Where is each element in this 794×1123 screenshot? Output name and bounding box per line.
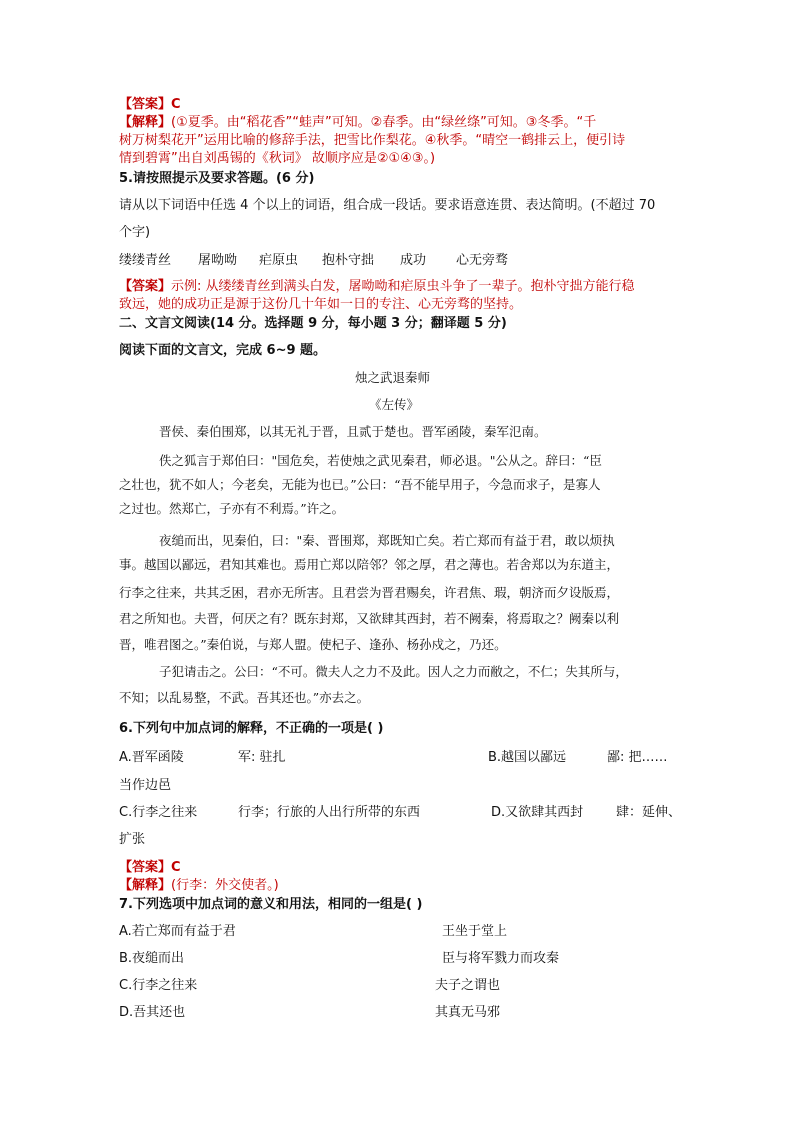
answer-label: 【答案】: [119, 860, 172, 875]
q6-title: 6.下列句中加点词的解释，不正确的一项是( ): [119, 721, 384, 736]
passage-line: 不知；以乱易整，不武。吾其还也。”亦去之。: [119, 690, 370, 705]
q6-option-d: D.又欲肆其西封: [491, 805, 584, 820]
passage-line: 之过也。然郑亡，子亦有不利焉。”许之。: [119, 501, 345, 516]
q6-option-b: B.越国以鄙远: [488, 750, 567, 765]
q4-explanation-line-3: 情到碧霄”出自刘禹锡的《秋词》 故顺序应是②①④③。): [119, 151, 436, 166]
q6-option-c: C.行李之往来: [119, 805, 198, 820]
q7-option-a-compare: 王坐于堂上: [442, 924, 508, 939]
q5-word-2: 屠呦呦: [198, 253, 238, 268]
q5-word-1: 缕缕青丝: [119, 253, 172, 268]
q7-option-c: C.行李之往来: [119, 978, 198, 993]
q6-option-a-explanation: 军: 驻扎: [238, 750, 286, 765]
q7-option-b-compare: 臣与将军戮力而攻秦: [442, 951, 560, 966]
q7-title: 7.下列选项中加点词的意义和用法，相同的一组是( ): [119, 897, 423, 912]
q6-option-b-explanation: 鄙: 把……: [607, 750, 668, 765]
passage-paragraph: 晋侯、秦伯围郑，以其无礼于晋，且贰于楚也。晋军函陵，秦军氾南。: [159, 424, 547, 439]
q6-explanation: 【解释】(行李：外交使者。): [119, 878, 279, 893]
q5-word-5: 成功: [400, 253, 427, 268]
explanation-label: 【解释】: [119, 878, 172, 893]
section2-title: 二、文言文阅读(14 分。选择题 9 分，每小题 3 分；翻译题 5 分): [119, 316, 507, 331]
q7-option-a: A.若亡郑而有益于君: [119, 924, 236, 939]
section2-instruction: 阅读下面的文言文，完成 6~9 题。: [119, 343, 327, 358]
passage-line: 晋，唯君图之。”秦伯说，与郑人盟。使杞子、逢孙、杨孙戍之，乃还。: [119, 637, 507, 652]
q5-word-6: 心无旁骛: [456, 253, 509, 268]
q6-option-d-explanation: 肆：延伸、: [616, 805, 682, 820]
explanation-label: 【解释】: [119, 115, 172, 130]
q7-option-b: B.夜缒而出: [119, 951, 185, 966]
q6-answer: [119, 861, 181, 874]
answer-value: C: [171, 97, 181, 112]
passage-line: 事。越国以鄙远，君知其难也。焉用亡郑以陪邻？邻之厚，君之薄也。若舍郑以为东道主，: [119, 557, 620, 572]
q7-option-d-compare: 其真无马邪: [435, 1005, 501, 1020]
answer-label: 【答案】: [119, 97, 172, 112]
q5-answer-line-1: 【答案】示例: 从缕缕青丝到满头白发，屠呦呦和疟原虫斗争了一辈子。抱朴守拙方能行稳: [119, 279, 635, 294]
q6-option-c-explanation: 行李；行旅的人出行所带的东西: [238, 805, 421, 820]
answer-value: C: [171, 860, 181, 875]
answer-label: 【答案】: [119, 279, 172, 294]
q6-option-b-continued: 当作边邑: [119, 778, 172, 793]
passage-source: 《左传》: [369, 397, 420, 412]
q6-option-a: A.晋军函陵: [119, 750, 184, 765]
q4-answer: [119, 98, 181, 111]
passage-line: 君之所知也。夫晋，何厌之有？既东封郑，又欲肆其西封，若不阙秦，将焉取之？阙秦以利: [119, 611, 620, 626]
passage-line: 夜缒而出，见秦伯，曰："秦、晋围郑，郑既知亡矣。若亡郑而有益于君，敢以烦执: [159, 533, 615, 548]
passage-line: 子犯请击之。公曰：“不可。微夫人之力不及此。因人之力而敝之，不仁；失其所与，: [159, 664, 628, 679]
q4-explanation-line-1: 【解释】(①夏季。由“稻花香”“蛙声”可知。②春季。由“绿丝绦”可知。③冬季。“千: [119, 115, 597, 130]
passage-title: 烛之武退秦师: [355, 370, 431, 385]
q5-word-3: 疟原虫: [259, 253, 299, 268]
q5-answer-line-2: 致远，她的成功正是源于这份几十年如一日的专注、心无旁骛的坚持。: [119, 297, 523, 312]
q7-option-d: D.吾其还也: [119, 1005, 186, 1020]
q6-option-d-continued: 扩张: [119, 832, 146, 847]
q5-prompt-line-2: 个字): [119, 225, 151, 240]
q5-word-4: 抱朴守拙: [322, 253, 375, 268]
q5-title: 5.请按照提示及要求答题。(6 分): [119, 171, 315, 186]
passage-line: 之壮也，犹不如人；今老矣，无能为也已。”公曰：“吾不能早用子，今急而求子，是寡人: [119, 477, 601, 492]
q5-prompt-line-1: 请从以下词语中任选 4 个以上的词语，组合成一段话。要求语意连贯、表达简明。(不超过 70: [119, 198, 656, 213]
passage-line: 佚之狐言于郑伯曰："国危矣，若使烛之武见秦君，师必退。"公从之。辞曰：“臣: [159, 453, 602, 468]
passage-line: 行李之往来，共其乏困，君亦无所害。且君尝为晋君赐矣，许君焦、瑕，朝济而夕设版焉，: [119, 585, 620, 600]
q7-option-c-compare: 夫子之谓也: [435, 978, 501, 993]
q4-explanation-line-2: 树万树梨花开”运用比喻的修辞手法，把雪比作梨花。④秋季。“晴空一鹤排云上，便引诗: [119, 133, 626, 148]
